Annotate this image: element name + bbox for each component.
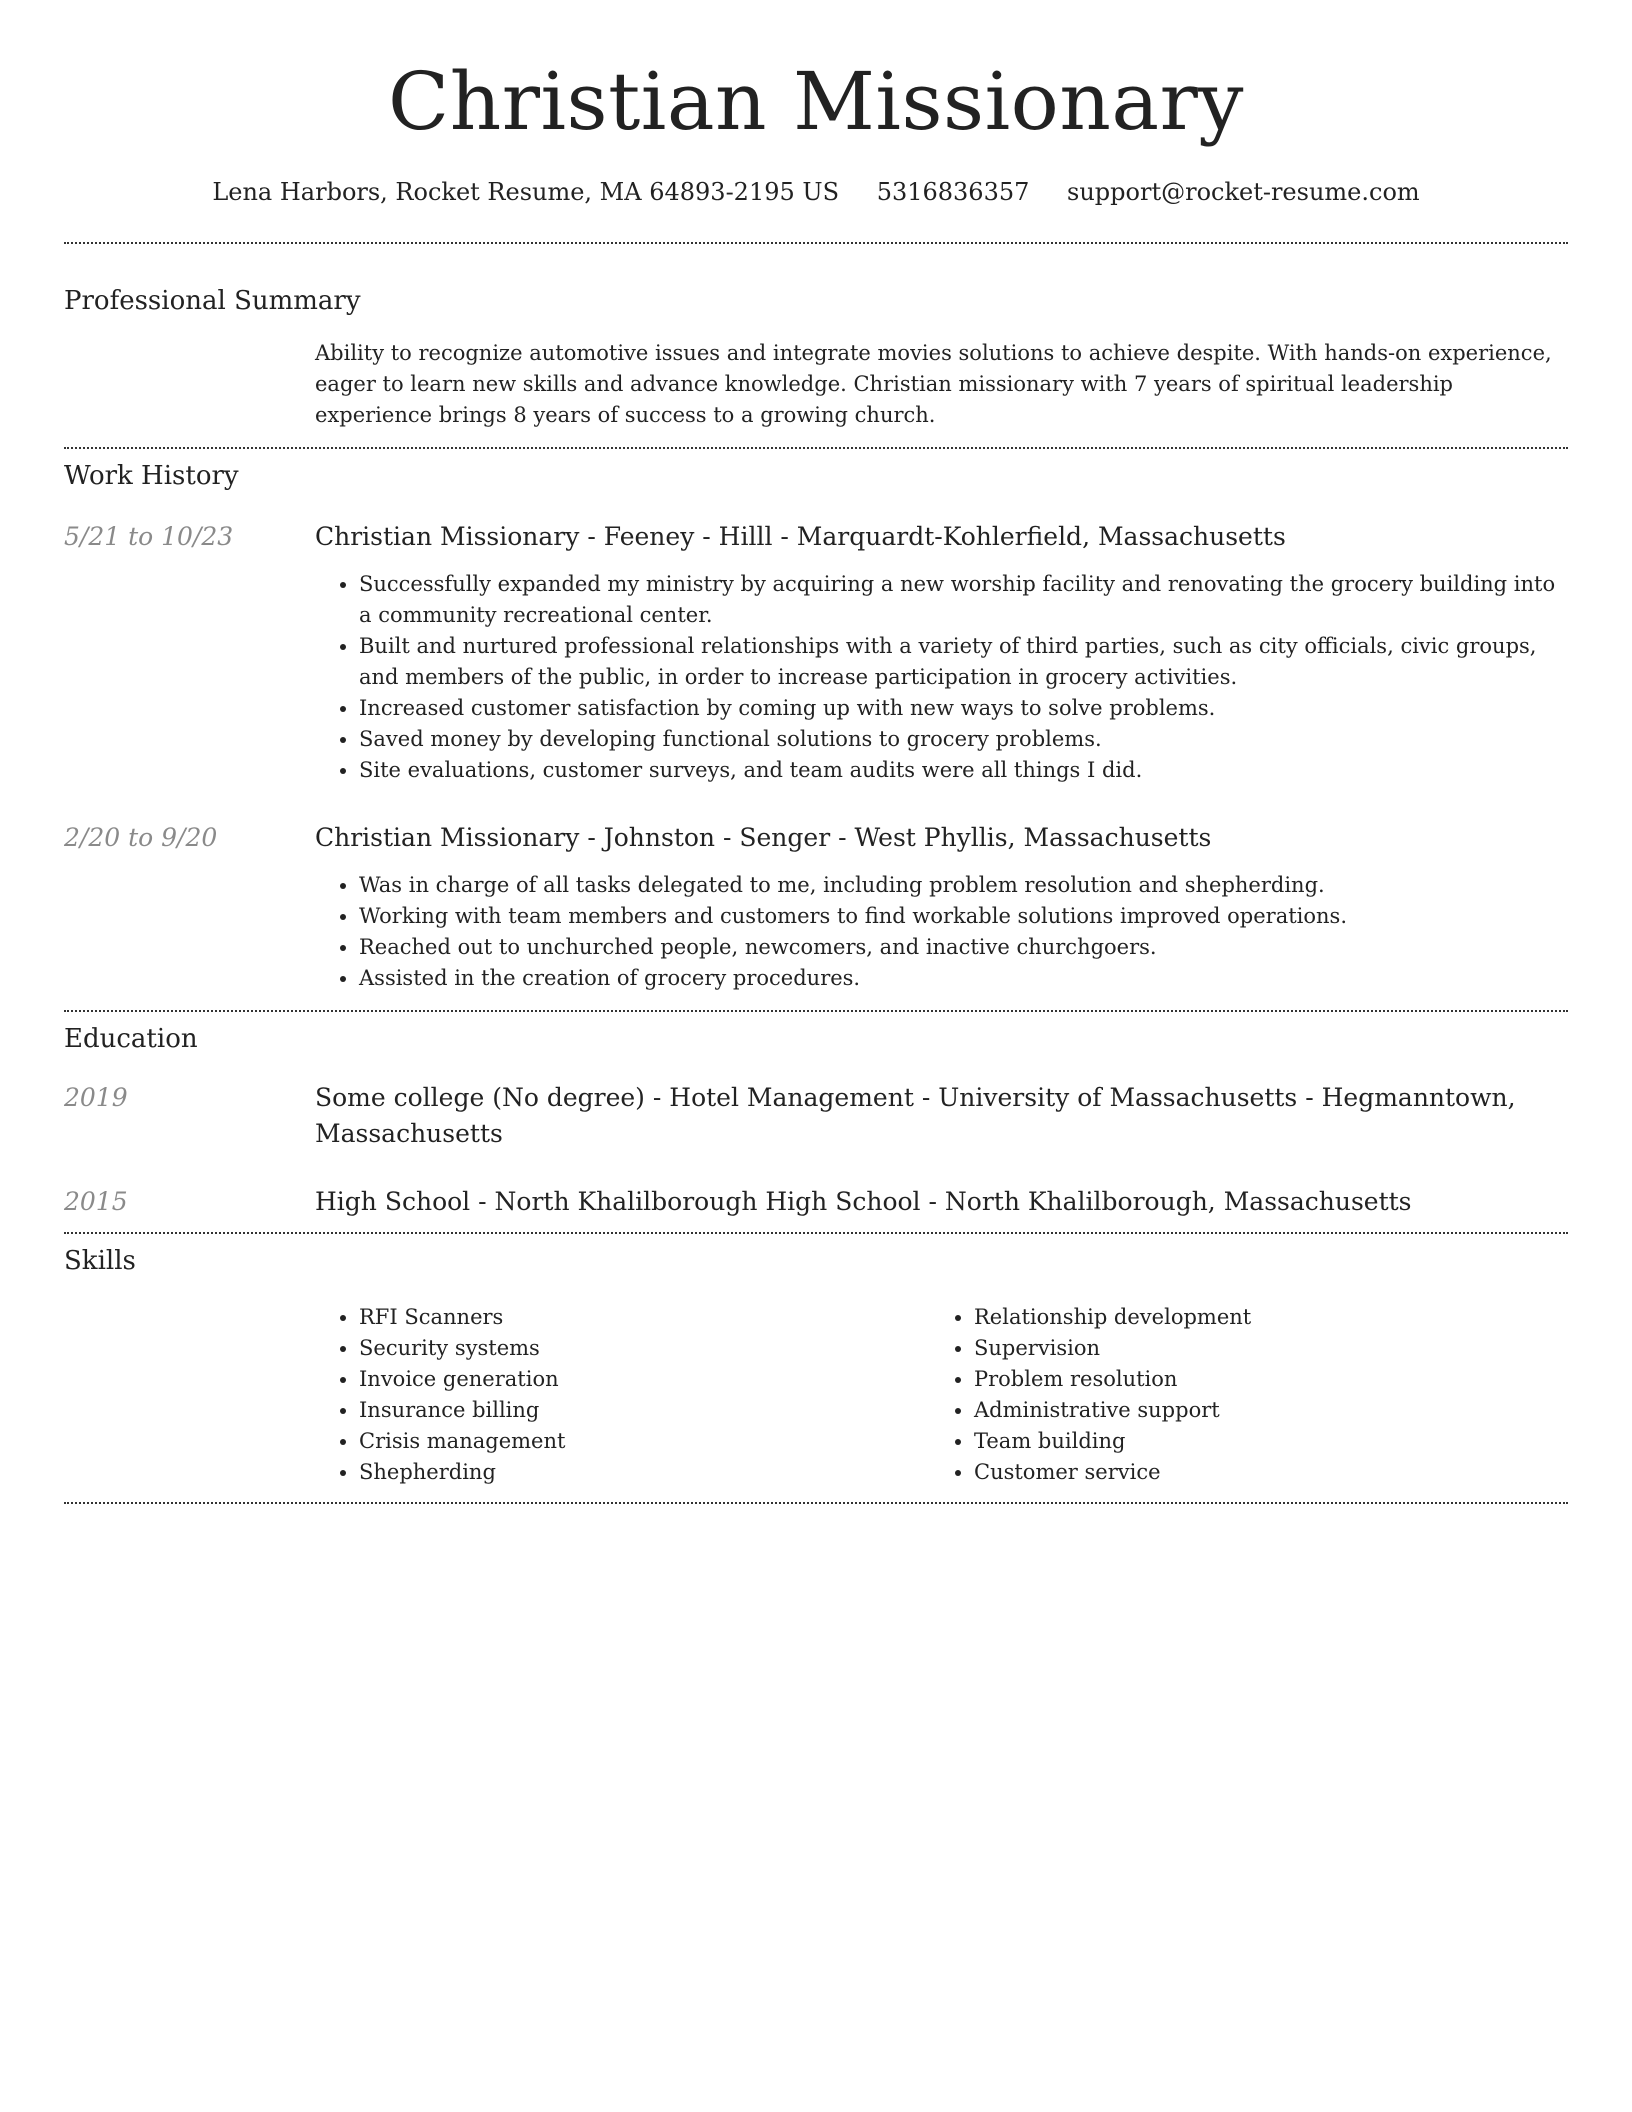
job-body [315,820,1568,994]
education-school: - North Khalilborough High School - North Khalilborough, Massachusetts [470,1187,1412,1216]
education-degree: Some college (No degree) - Hotel Management [315,1083,914,1112]
education-entry [64,1080,1568,1152]
education-school: - University of Massachusetts - Hegmanntown, Massachusetts [315,1083,1516,1148]
job-date: 2/20 to 9/20 [64,823,218,852]
skills-columns [315,1302,1568,1488]
resume-title: Christian Missionary [387,55,1244,148]
list-item: • Saved money by developing functional solutions to grocery problems. [359,724,1568,755]
education-heading-line [315,1080,1568,1152]
summary-heading: Professional Summary [64,286,361,316]
list-item: • RFI Scanners [359,1302,930,1333]
skills-list-left [315,1302,930,1488]
job-entry [64,820,1568,994]
job-entry [64,519,1568,786]
list-item: • Site evaluations, customer surveys, and team audits were all things I did. [359,755,1568,786]
list-item: • Administrative support [974,1395,1545,1426]
job-title: Christian Missionary [315,522,580,551]
list-item: • Was in charge of all tasks delegated to me, including problem resolution and shepherding. [359,870,1568,901]
list-item: • Customer service [974,1457,1545,1488]
skills-heading: Skills [64,1246,136,1276]
job-bullets [315,569,1568,786]
education-date: 2015 [64,1187,128,1216]
section-divider [64,1502,1568,1504]
list-item: • Working with team members and customers to find workable solutions improved operations. [359,901,1568,932]
education-entry [64,1184,1568,1220]
contact-line [64,176,1568,208]
skills-section [64,1234,1568,1488]
job-title: Christian Missionary [315,823,580,852]
list-item: • Successfully expanded my ministry by acquiring a new worship facility and renovating the grocery building into a community recreational center. [359,569,1568,631]
job-heading [315,820,1568,856]
job-bullets [315,870,1568,994]
list-item: • Security systems [359,1333,930,1364]
job-date: 5/21 to 10/23 [64,522,234,551]
contact-email: support@rocket-resume.com [1067,178,1420,206]
list-item: • Shepherding [359,1457,930,1488]
list-item: • Insurance billing [359,1395,930,1426]
list-item: • Built and nurtured professional relationships with a variety of third parties, such as city officials, civic groups, and members of the public, in order to increase participation in grocery activities. [359,631,1568,693]
list-item: • Supervision [974,1333,1545,1364]
contact-address: Lena Harbors, Rocket Resume, MA 64893-2195 US [212,178,840,206]
contact-phone: 5316836357 [876,178,1030,206]
job-heading [315,519,1568,555]
education-heading: Education [64,1024,198,1054]
list-item: • Problem resolution [974,1364,1545,1395]
education-body [315,1080,1568,1152]
list-item: • Assisted in the creation of grocery procedures. [359,963,1568,994]
job-body [315,519,1568,786]
work-history-section [64,449,1568,994]
job-employer: - Johnston - Senger - West Phyllis, Massachusetts [579,823,1212,852]
job-employer: - Feeney - Hilll - Marquardt-Kohlerfield, Massachusetts [579,522,1286,551]
list-item: • Invoice generation [359,1364,930,1395]
education-date: 2019 [64,1083,128,1112]
list-item: • Reached out to unchurched people, newcomers, and inactive churchgoers. [359,932,1568,963]
list-item: • Team building [974,1426,1545,1457]
list-item: • Increased customer satisfaction by coming up with new ways to solve problems. [359,693,1568,724]
list-item: • Relationship development [974,1302,1545,1333]
education-section [64,1012,1568,1220]
work-history-heading: Work History [64,461,239,491]
education-heading-line [315,1184,1568,1220]
list-item: • Crisis management [359,1426,930,1457]
summary-text: Ability to recognize automotive issues and integrate movies solutions to achieve despite. With hands-on experience, eager to learn new skills and advance knowledge. Christian missionary with 7 years of spiritual leadership experience brings 8 years of success to a growing church. [315,341,1552,427]
education-body [315,1184,1568,1220]
education-degree: High School [315,1187,471,1216]
skills-list-right [930,1302,1545,1488]
summary-section [64,244,1568,431]
